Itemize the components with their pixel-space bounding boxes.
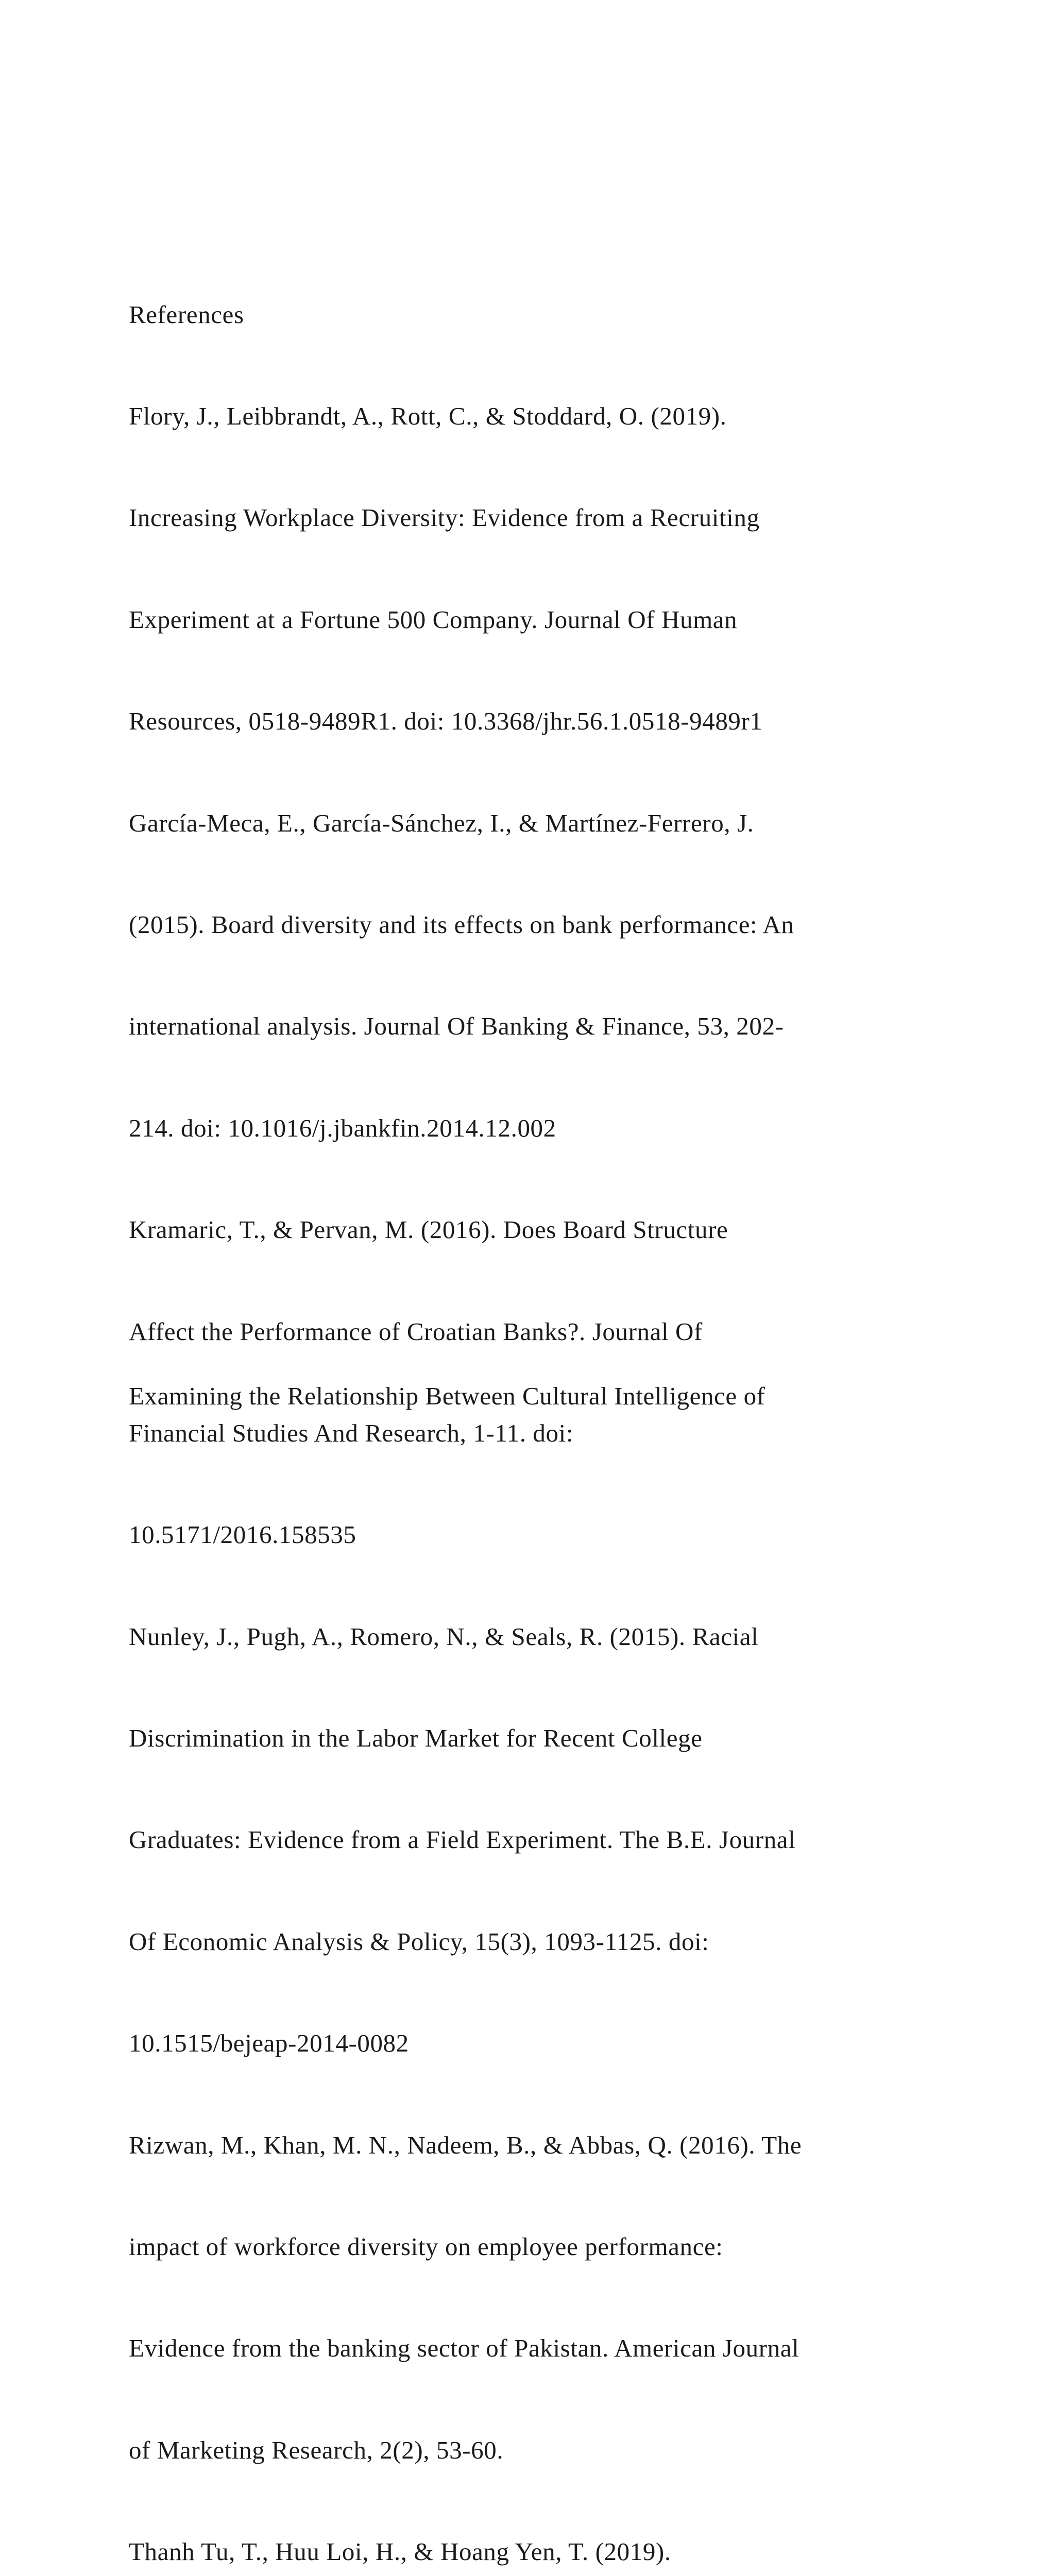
- reference-line: (2015). Board diversity and its effects on bank performance: An: [129, 910, 794, 939]
- reference-line: Financial Studies And Research, 1-11. doi:: [129, 1418, 574, 1447]
- reference-line: 214. doi: 10.1016/j.jbankfin.2014.12.002: [129, 1113, 556, 1142]
- reference-line: Of Economic Analysis & Policy, 15(3), 1093-1125. doi:: [129, 1927, 709, 1956]
- reference-line: 10.1515/bejeap-2014-0082: [129, 2029, 409, 2058]
- reference-line: Experiment at a Fortune 500 Company. Journal Of Human: [129, 605, 738, 634]
- reference-line: Discrimination in the Labor Market for Recent College: [129, 1724, 703, 1753]
- references-heading: References: [129, 300, 244, 329]
- reference-line: impact of workforce diversity on employee performance:: [129, 2232, 723, 2261]
- reference-line: Nunley, J., Pugh, A., Romero, N., & Seals, R. (2015). Racial: [129, 1622, 759, 1651]
- reference-line: Evidence from the banking sector of Pakistan. American Journal: [129, 2334, 799, 2363]
- reference-line: Rizwan, M., Khan, M. N., Nadeem, B., & Abbas, Q. (2016). The: [129, 2130, 802, 2159]
- reference-line: García-Meca, E., García-Sánchez, I., & Martínez-Ferrero, J.: [129, 808, 754, 837]
- reference-line: Flory, J., Leibbrandt, A., Rott, C., & Stoddard, O. (2019).: [129, 401, 727, 430]
- next-section-title-line: Examining the Relationship Between Cultural Intelligence of: [129, 1381, 765, 1410]
- reference-line: Graduates: Evidence from a Field Experiment. The B.E. Journal: [129, 1825, 796, 1854]
- reference-line: 10.5171/2016.158535: [129, 1520, 356, 1549]
- reference-line: Increasing Workplace Diversity: Evidence from a Recruiting: [129, 503, 760, 532]
- reference-line: Thanh Tu, T., Huu Loi, H., & Hoang Yen, T. (2019).: [129, 2537, 671, 2566]
- reference-line: Resources, 0518-9489R1. doi: 10.3368/jhr.56.1.0518-9489r1: [129, 707, 763, 736]
- reference-line: Affect the Performance of Croatian Banks?. Journal Of: [129, 1317, 703, 1346]
- reference-line: Kramaric, T., & Pervan, M. (2016). Does Board Structure: [129, 1215, 728, 1244]
- reference-line: international analysis. Journal Of Banking & Finance, 53, 202-: [129, 1012, 784, 1041]
- next-section: [129, 1311, 1005, 1481]
- reference-line: of Marketing Research, 2(2), 53-60.: [129, 2435, 504, 2464]
